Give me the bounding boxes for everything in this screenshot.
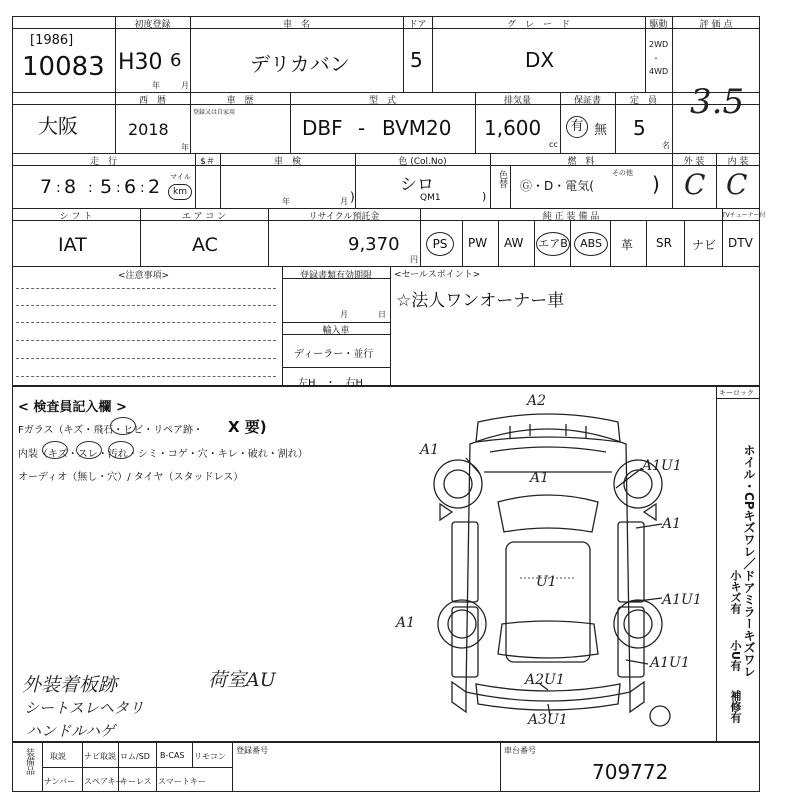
mileage-digit-4: 6 [124,176,137,198]
mileage-digit-5: 2 [148,176,161,198]
damage-mark-u1-roof: U1 [536,574,557,590]
glass-mark: X 要) [228,418,267,436]
shift-header: シ フ ト [59,212,93,222]
mile-unit: マイル [170,173,191,181]
owner-header: $＃ [200,157,215,167]
model-dash: - [358,116,366,140]
drive-header: 駆動 [649,20,668,30]
drive-dot: ・ [652,54,660,63]
fuel-close: ) [652,172,660,196]
equipment-leather: 革 [621,238,634,252]
equipment-abs: ABS [580,237,602,250]
accessory-remote: リモコン [194,752,226,761]
grade-header: グ レ ー ド [506,20,570,30]
reg-month-unit: 月 [340,310,348,319]
model-year-unit: 年 [181,143,189,152]
handwritten-note-2: 荷室AU [208,669,276,691]
insp-paren-open: ) [350,190,355,204]
drive-4wd: 4WD [649,67,669,76]
damage-mark-a1u1-front-right: A1U1 [642,458,682,474]
chassis-number: 709772 [592,760,669,784]
region-header: 西 暦 [138,96,166,106]
interior-header: 内 装 [727,157,749,167]
warranty-no: 無 [594,123,608,138]
tuner-header: TVチューナー付 [722,212,766,219]
warranty-yes-circle [566,116,588,138]
mileage-header: 走 行 [89,157,117,167]
chassis-number-label: 車台番号 [504,746,536,755]
fuel-options: Ⓖ・D・電気( [520,179,594,193]
accessory-rom-sd: ロム/SD [120,752,150,761]
region-value: 大阪 [38,114,78,138]
recycle-header: リサイクル預託金 [308,212,380,222]
steering-label: 左H ・ 右H [298,378,364,389]
shift-value: IAT [58,234,87,256]
fuel-header: 燃 料 [567,157,595,167]
accessory-bcas: B-CAS [160,751,185,760]
car-name: デリカバン [250,52,350,76]
accessory-side-label: 装備品 [24,748,34,775]
door-header: ドア [408,20,427,30]
key-lock-label: キーロック [719,389,754,397]
first-reg-month: 6 [170,50,182,71]
interior-grade: C [726,168,748,201]
damage-mark-a1-left-rear: A1 [396,615,416,631]
grade-value: DX [525,48,555,72]
glass-chip-mark [110,417,136,435]
mileage-digit-1: 7 [40,176,53,198]
history-header: 車 歴 [226,96,254,106]
color-header: 色 (Col.No) [398,157,447,167]
first-reg-era-year: H30 [118,50,163,75]
km-unit: km [173,187,187,197]
capacity-header: 定 員 [629,96,657,106]
warranty-header: 保証書 [573,96,601,106]
first-reg-header: 初度登録 [134,20,171,30]
interior-line: 内装（キズ・スレ・汚れ・シミ・コゲ・穴・キレ・破れ・割れ） [18,449,308,460]
insp-month-unit: 月 [340,197,348,206]
capacity-unit: 名 [662,141,670,150]
damage-mark-a2-front: A2 [527,393,547,409]
mileage-digit-2: 8 [64,176,77,198]
interior-scratch-mark [42,441,68,459]
lot-prefix: [1986] [30,33,74,48]
cc-unit: cc [549,140,558,149]
notes-label: <注意事項> [118,271,170,281]
lot-number: 10083 [22,52,105,82]
equipment-airbag-circle [536,232,570,256]
accessory-manual: 取説 [50,752,66,761]
equipment-ps-circle [426,232,454,256]
registration-label: 登録書類有効期限 [299,271,372,281]
model-year: 2018 [128,120,169,139]
accessory-keyless: キーレス [120,777,152,786]
equipment-abs-circle [574,232,608,256]
glass-line: Fガラス（キズ・飛石・ヒビ・リペア跡・ [18,425,204,436]
damage-mark-a2u1-rear: A2U1 [525,672,565,688]
exterior-header: 外 装 [683,157,705,167]
yen-unit: 円 [410,255,418,264]
handwritten-note-3: シートスレヘタリ [24,699,144,717]
reg-day-unit: 日 [378,310,386,319]
inspector-title: < 検査員記入欄 > [18,400,127,415]
accessory-smart-key: スマートキー [158,777,206,786]
interior-wear-mark [76,441,102,459]
sales-point: ☆法人ワンオーナー車 [396,291,565,311]
accessory-navi-manual: ナビ取説 [84,752,116,761]
equipment-sr: SR [656,236,672,250]
model-header: 型 式 [368,96,396,106]
damage-mark-a1-hood: A1 [530,470,550,486]
ac-header: エ ア コ ン [181,212,227,222]
mileage-digit-3: 5 [100,176,113,198]
displacement-header: 排気量 [503,96,531,106]
rating-value: 3.5 [690,82,745,122]
interior-stain-mark [108,441,134,459]
repaired-legend: 補修有 [729,690,742,723]
history-note: 登録又は自家用 [193,109,236,116]
equipment-header: 純 正 装 備 品 [542,212,600,222]
audio-line: オーディオ（無し・穴）/ タイヤ（スタッドレス） [18,472,244,483]
displacement-value: 1,600 [484,116,542,140]
inspection-header: 車 検 [273,157,301,167]
ac-value: AC [192,234,218,256]
damage-mark-a1-right-door: A1 [662,516,682,532]
door-count: 5 [410,48,423,72]
drive-2wd: 2WD [649,40,669,49]
registration-number-label: 登録番号 [236,746,268,755]
damage-mark-a3u1-bumper: A3U1 [528,712,568,728]
model-code: BVM20 [382,116,452,140]
car-name-header: 車 名 [282,20,310,30]
sales-point-label: <セールスポイント> [394,270,481,280]
accessory-spare-key: スペアキー [84,777,124,786]
recycle-fee: 9,370 [348,234,400,255]
equipment-dtv: DTV [728,236,753,250]
color-value: シロ [400,175,434,195]
capacity-value: 5 [633,116,646,140]
damage-mark-a1u1-right-quarter: A1U1 [650,655,690,671]
color-change-label: 色替 [497,170,507,188]
color-no: QM1 [420,193,441,203]
year-unit: 年 [152,81,160,90]
km-circle [168,184,192,200]
equipment-airbag: エアB [538,237,568,250]
warranty-yes: 有 [570,119,584,134]
equipment-aw: AW [504,236,524,250]
wheel-mirror-legend: ホイル・CPキズワレ／ドアミラーキズワレ [742,444,756,678]
fuel-other: その他 [612,169,633,177]
handwritten-note-1: 外装着板跡 [22,674,118,696]
rating-header: 評 価 点 [699,20,733,30]
month-unit: 月 [181,81,189,90]
exterior-grade: C [684,168,706,201]
equipment-navi: ナビ [692,238,717,252]
small-scratch-legend: 小キズ有 [729,570,742,614]
accessory-plate: ナンバー [44,777,76,786]
damage-mark-a1u1-right-rear: A1U1 [662,592,702,608]
import-label: 輸入車 [322,326,350,336]
handwritten-note-4: ハンドルハゲ [26,722,115,740]
damage-mark-a1-front-left: A1 [420,442,440,458]
insp-year-unit: 年 [282,197,290,206]
equipment-pw: PW [468,236,488,250]
model-prefix: DBF [302,116,343,140]
small-u-legend: 小U有 [729,640,742,671]
equipment-ps: PS [432,237,448,251]
dealer-label: ディーラー・並行 [294,349,374,360]
